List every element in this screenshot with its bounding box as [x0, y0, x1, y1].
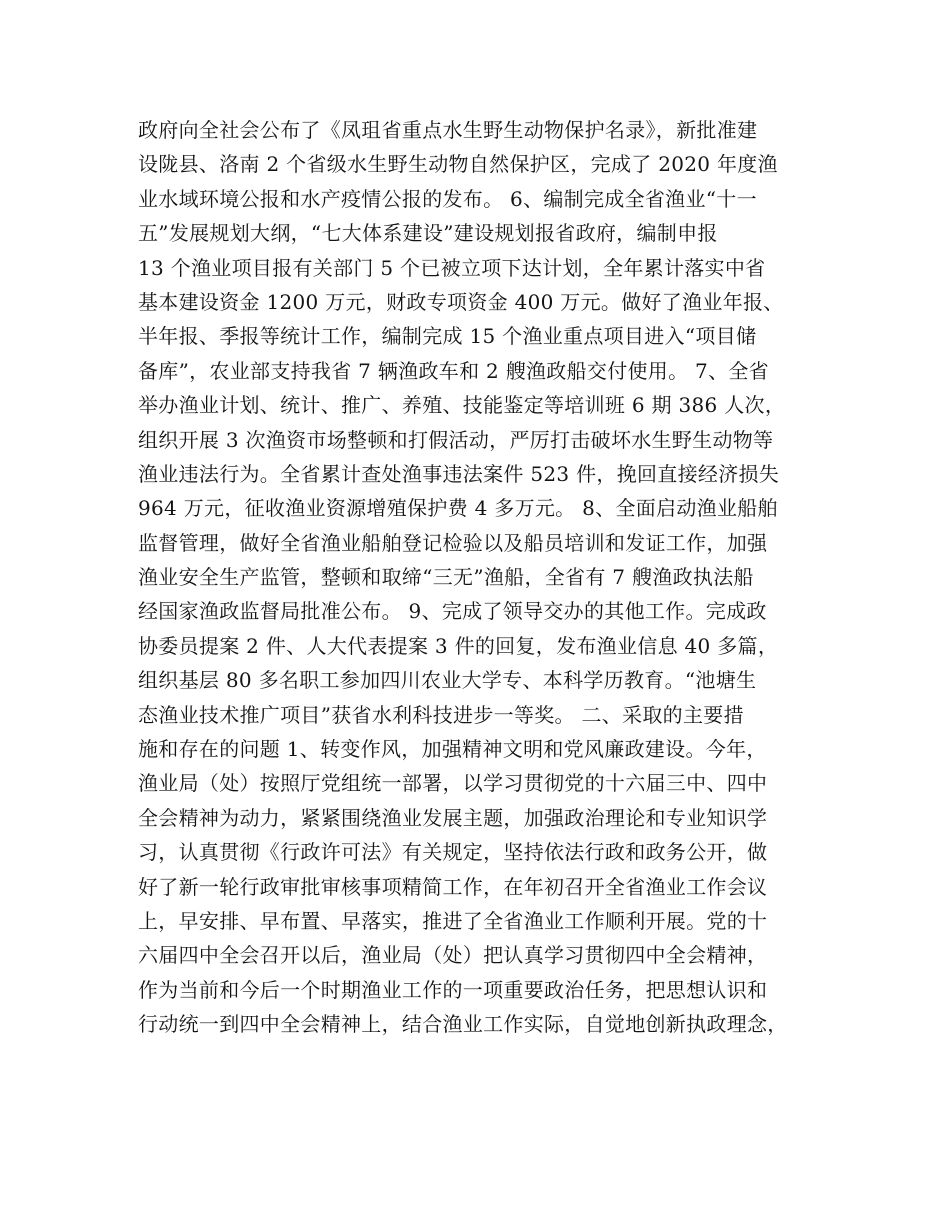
text-line: 组织开展 3 次渔资市场整顿和打假活动，严厉打击破坏水生野生动物等: [138, 427, 774, 452]
text-line: 上，早安排、早布置、早落实，推进了全省渔业工作顺利开展。党的十: [138, 908, 768, 933]
text-line: 举办渔业计划、统计、推广、养殖、技能鉴定等培训班 6 期 386 人次，: [138, 393, 786, 418]
text-line: 半年报、季报等统计工作，编制完成 15 个渔业重点项目进入“项目储: [138, 324, 757, 349]
text-line: 渔业违法行为。全省累计查处渔事违法案件 523 件，挽回直接经济损失: [138, 461, 780, 486]
text-line: 基本建设资金 1200 万元，财政专项资金 400 万元。做好了渔业年报、: [138, 289, 784, 314]
body-text: [138, 113, 828, 1042]
text-line: 设陇县、洛南 2 个省级水生野生动物自然保护区，完成了 2020 年度渔: [138, 152, 778, 177]
text-line: 964 万元，征收渔业资源增殖保护费 4 多万元。 8、全面启动渔业船舶: [138, 496, 778, 521]
text-line: 政府向全社会公布了《凤珇省重点水生野生动物保护名录》，新批准建: [138, 118, 758, 142]
text-line: 态渔业技术推广项目”获省水利科技进步一等奖。 二、采取的主要措: [138, 702, 744, 727]
text-line: 协委员提案 2 件、人大代表提案 3 件的回复，发布渔业信息 40 多篇，: [138, 633, 779, 658]
text-line: 业水域环境公报和水产疫情公报的发布。 6、编制完成全省渔业“十一: [138, 186, 757, 211]
text-line: 五”发展规划大纲，“七大体系建设”建设规划报省政府，编制申报: [138, 221, 718, 246]
text-line: 施和存在的问题 1、转变作风，加强精神文明和党风廉政建设。今年，: [138, 737, 767, 762]
text-line: 经国家渔政监督局批准公布。 9、完成了领导交办的其他工作。完成政: [138, 599, 767, 624]
text-line: 好了新一轮行政审批审核事项精简工作，在年初召开全省渔业工作会议: [138, 874, 768, 899]
text-line: 渔业局（处）按照厅党组统一部署，以学习贯彻党的十六届三中、四中: [138, 771, 768, 796]
text-line: 全会精神为动力，紧紧围绕渔业发展主题，加强政治理论和专业知识学: [138, 805, 768, 830]
text-line: 作为当前和今后一个时期渔业工作的一项重要政治任务，把思想认识和: [138, 977, 768, 1002]
text-line: 行动统一到四中全会精神上，结合渔业工作实际，自觉地创新执政理念，: [138, 1012, 788, 1037]
text-line: 监督管理，做好全省渔业船舶登记检验以及船员培训和发证工作，加强: [138, 530, 768, 555]
text-line: 六届四中全会召开以后，渔业局（处）把认真学习贯彻四中全会精神，: [138, 943, 768, 968]
text-line: 组织基层 80 多名职工参加四川农业大学专、本科学历教育。“池塘生: [138, 668, 757, 693]
text-line: 备库”，农业部支持我省 7 辆渔政车和 2 艘渔政船交付使用。 7、全省: [138, 358, 769, 383]
text-line: 渔业安全生产监管，整顿和取缔“三无”渔船，全省有 7 艘渔政执法船: [138, 565, 754, 590]
text-line: 13 个渔业项目报有关部门 5 个已被立项下达计划，全年累计落实中省: [138, 255, 766, 280]
text-line: 习，认真贯彻《行政许可法》有关规定，坚持依法行政和政务公开，做: [138, 840, 768, 865]
